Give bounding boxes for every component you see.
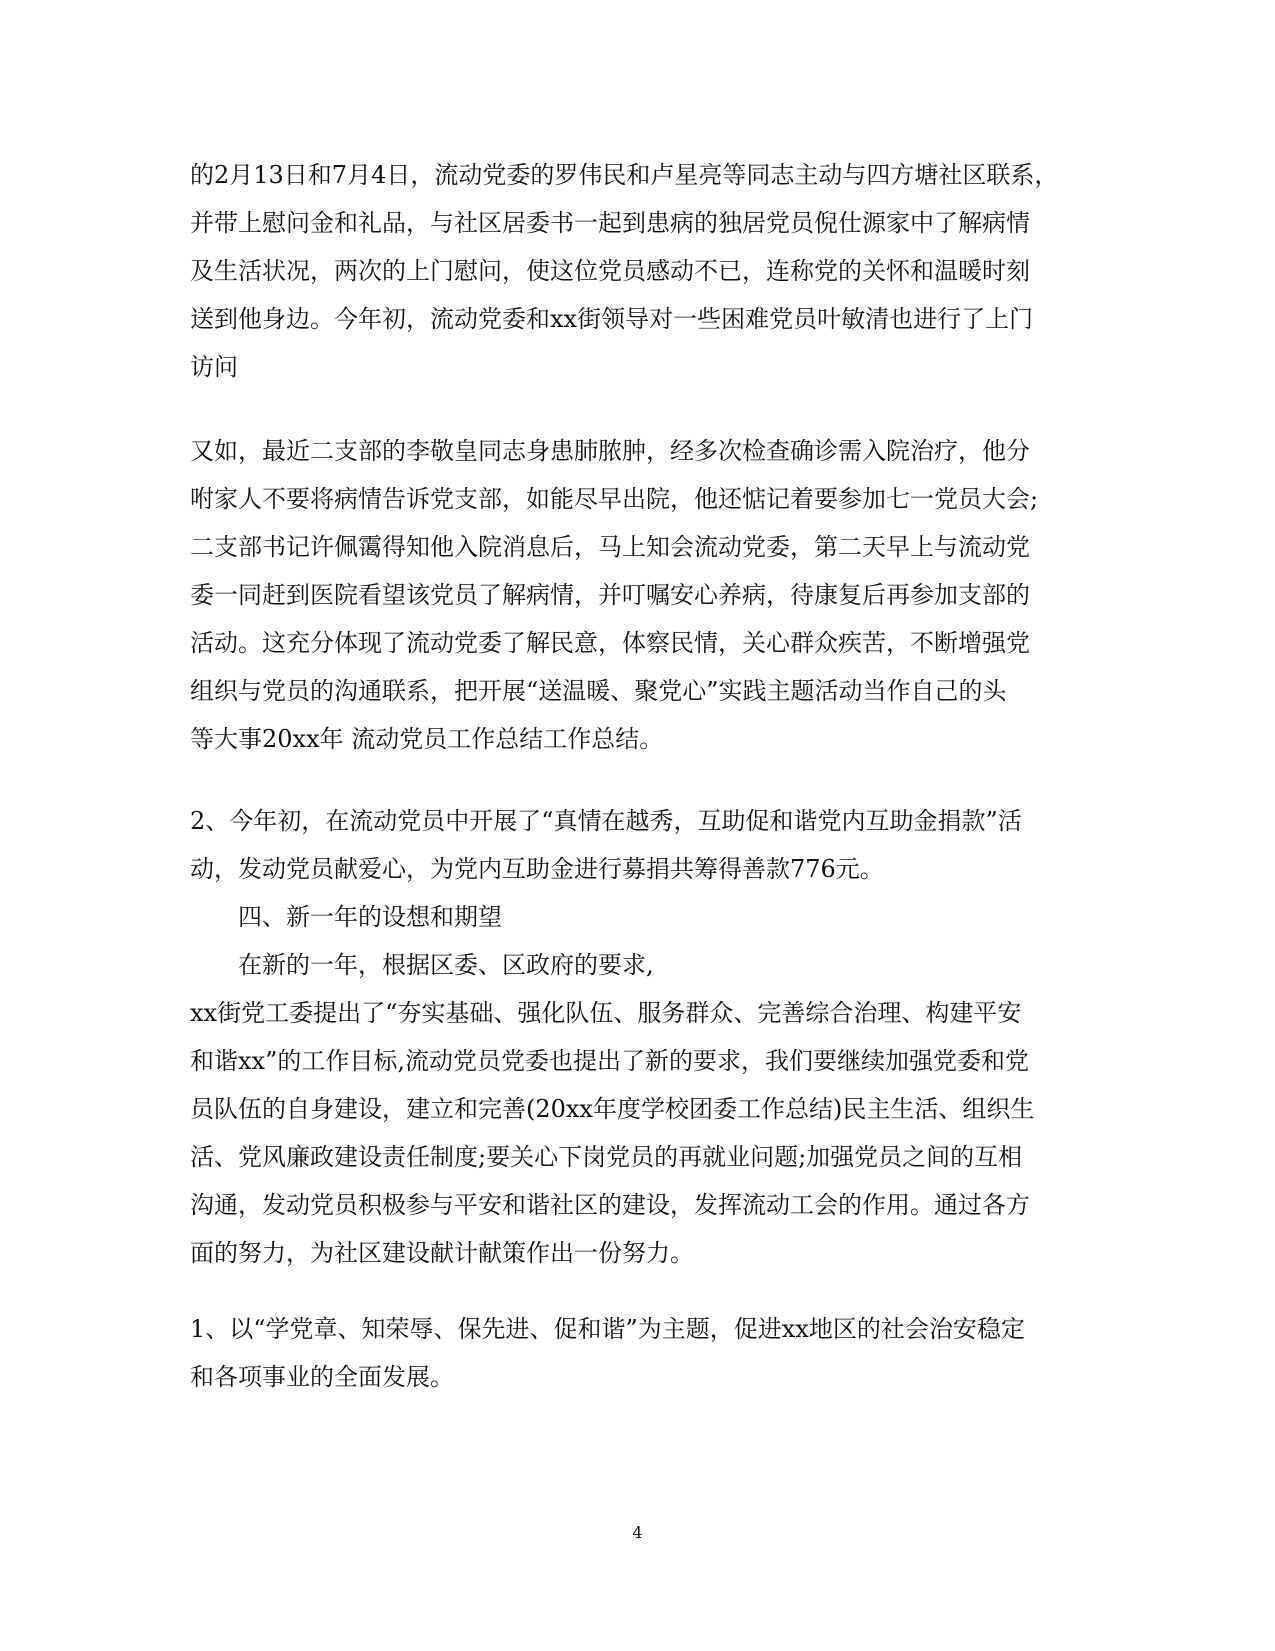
paragraph-visit-report	[190, 151, 1090, 391]
text-line: 又如，最近二支部的李敬皇同志身患肺脓肿，经多次检查确诊需入院治疗，他分	[190, 437, 1030, 465]
paragraph-theme	[190, 1305, 1090, 1401]
paragraph-donation-and-plans	[190, 797, 1090, 1277]
text-line: 组织与党员的沟通联系，把开展“送温暖、聚党心”实践主题活动当作自己的头	[190, 677, 1007, 705]
text-line: 和谐xx”的工作目标,流动党员党委也提出了新的要求，我们要继续加强党委和党	[190, 1047, 1029, 1075]
text-line: 及生活状况，两次的上门慰问，使这位党员感动不已，连称党的关怀和温暖时刻	[190, 257, 1030, 285]
text-line: 二支部书记许佩霭得知他入院消息后，马上知会流动党委，第二天早上与流动党	[190, 533, 1030, 561]
text-line: 和各项事业的全面发展。	[190, 1363, 454, 1391]
text-line: 面的努力，为社区建设献计献策作出一份努力。	[190, 1239, 694, 1267]
page-number: 4	[632, 1523, 643, 1542]
text-line: xx街党工委提出了“夯实基础、强化队伍、服务群众、完善综合治理、构建平安	[190, 999, 1022, 1027]
text-line: 并带上慰问金和礼品，与社区居委书一起到患病的独居党员倪仕源家中了解病情	[190, 209, 1030, 237]
text-line: 动，发动党员献爱心，为党内互助金进行募捐共筹得善款776元。	[190, 855, 884, 883]
text-line: 咐家人不要将病情告诉党支部，如能尽早出院，他还惦记着要参加七一党员大会;	[190, 485, 1039, 513]
section-heading: 四、新一年的设想和期望	[190, 903, 502, 931]
text-line: 等大事20xx年 流动党员工作总结工作总结。	[190, 725, 664, 753]
text-line: 1、以“学党章、知荣辱、保先进、促和谐”为主题，促进xx地区的社会治安稳定	[190, 1315, 1025, 1343]
text-line: 活动。这充分体现了流动党委了解民意，体察民情，关心群众疾苦，不断增强党	[190, 629, 1030, 657]
text-line: 送到他身边。今年初，流动党委和xx街领导对一些困难党员叶敏清也进行了上门	[190, 305, 1034, 333]
text-line: 的2月13日和7月4日，流动党委的罗伟民和卢星亮等同志主动与四方塘社区联系，	[190, 161, 1059, 189]
text-line: 委一同赶到医院看望该党员了解病情，并叮嘱安心养病，待康复后再参加支部的	[190, 581, 1030, 609]
paragraph-hospital-visit	[190, 427, 1090, 763]
text-line: 2、今年初，在流动党员中开展了“真情在越秀，互助促和谐党内互助金捐款”活	[190, 807, 1022, 835]
text-line: 员队伍的自身建设，建立和完善(20xx年度学校团委工作总结)民主生活、组织生	[190, 1095, 1035, 1123]
text-line: 访问	[190, 353, 238, 381]
text-line: 沟通，发动党员积极参与平安和谐社区的建设，发挥流动工会的作用。通过各方	[190, 1191, 1030, 1219]
text-line: 活、党风廉政建设责任制度;要关心下岗党员的再就业问题;加强党员之间的互相	[190, 1143, 1023, 1171]
text-line: 在新的一年，根据区委、区政府的要求,	[190, 951, 654, 979]
